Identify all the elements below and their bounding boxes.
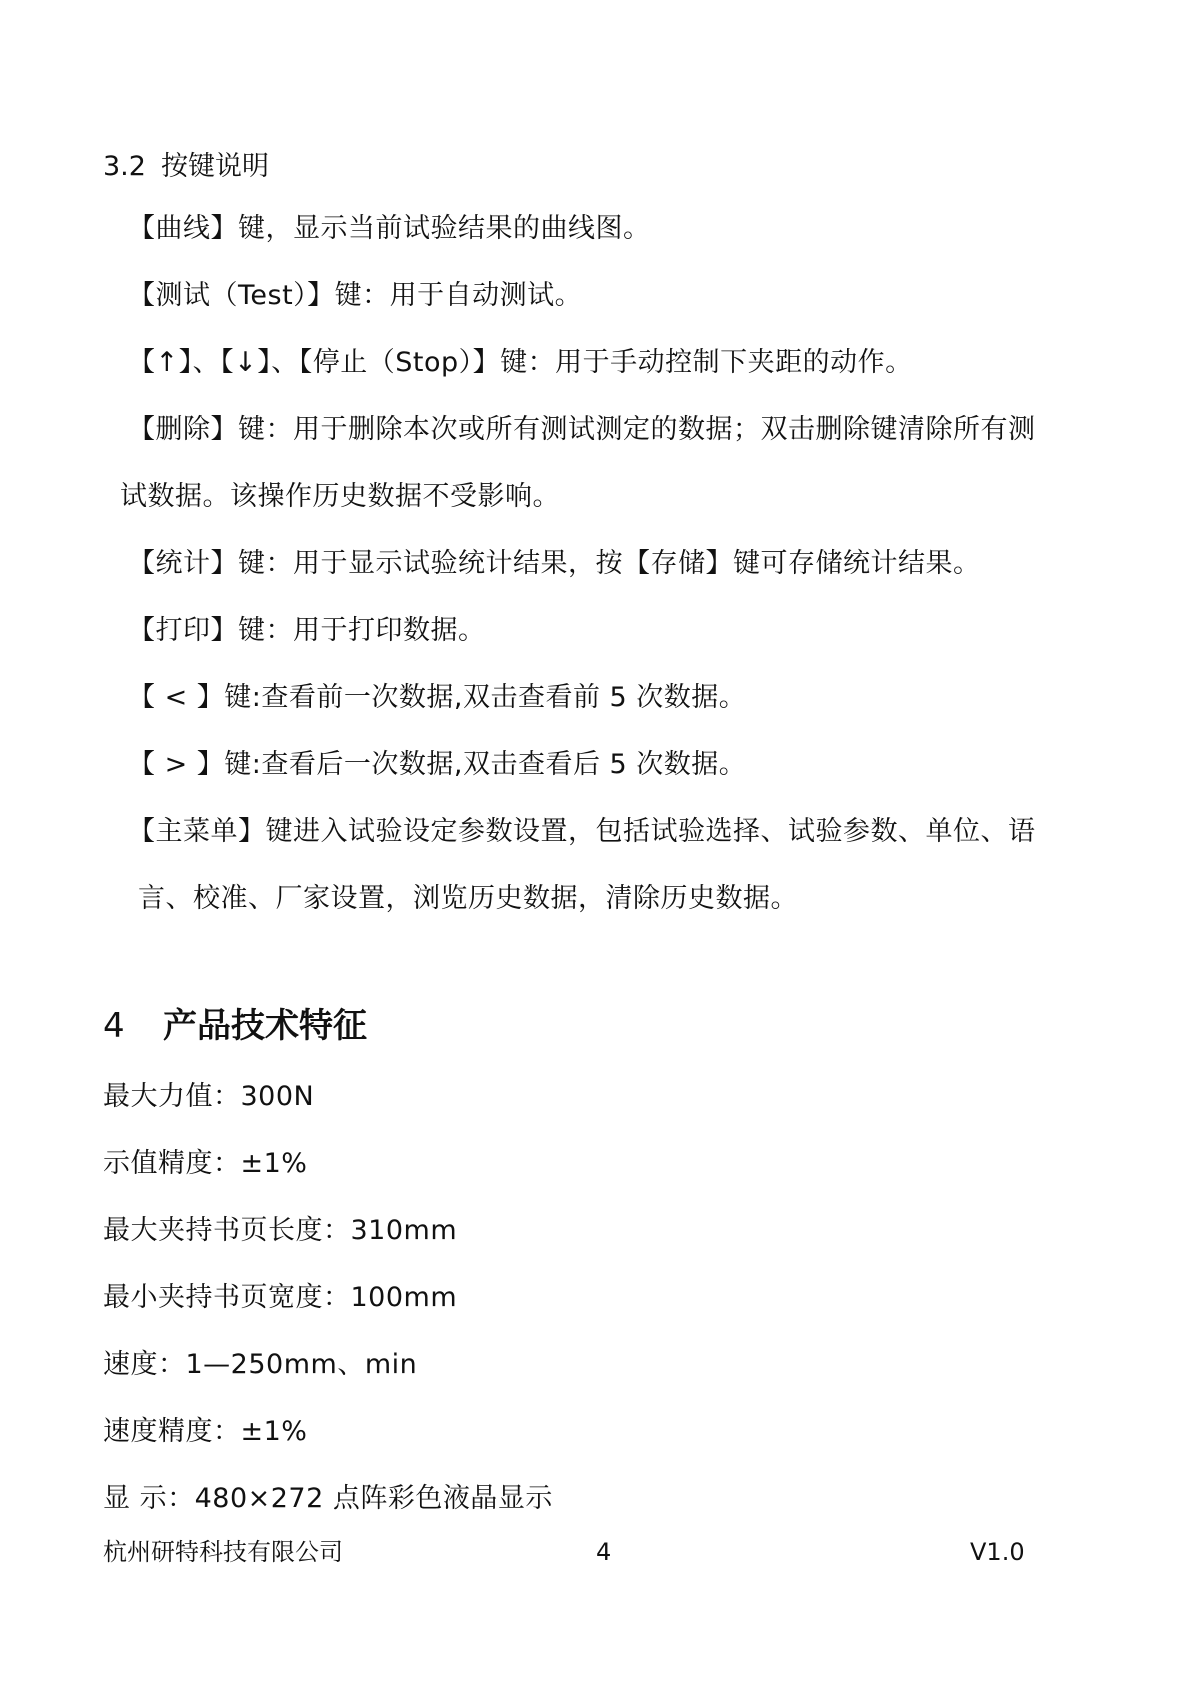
spec-speed: 速度：1—250mm、min [103,1349,418,1380]
spec-display: 显 示：480×272 点阵彩色液晶显示 [103,1483,553,1514]
key-arrows-stop-text: 【↑】、【↓】、【停止（Stop）】键：用于手动控制下夹距的动作。 [128,347,913,378]
key-print-text: 【打印】键：用于打印数据。 [128,615,486,646]
key-delete-text-continued: 试数据。该操作历史数据不受影响。 [120,481,560,512]
section-heading-4 [103,1005,367,1047]
section-title: 产品技术特征 [163,1006,367,1046]
spec-accuracy: 示值精度：±1% [103,1148,308,1179]
key-previous-text: 【 < 】键:查看前一次数据,双击查看前 5 次数据。 [128,682,747,713]
key-statistics-text: 【统计】键：用于显示试验统计结果，按【存储】键可存储统计结果。 [128,548,981,579]
spec-speed-accuracy: 速度精度：±1% [103,1416,308,1447]
key-next-text: 【 > 】键:查看后一次数据,双击查看后 5 次数据。 [128,749,747,780]
section-heading-3-2 [103,150,269,184]
key-test-text: 【测试（Test）】键：用于自动测试。 [128,280,583,311]
key-delete-text: 【删除】键：用于删除本次或所有测试测定的数据；双击删除键清除所有测 [128,414,1036,445]
section-number: 3.2 [103,151,146,182]
spec-max-force: 最大力值：300N [103,1081,315,1112]
section-title: 按键说明 [161,151,269,182]
key-curve-text: 【曲线】键，显示当前试验结果的曲线图。 [128,213,651,244]
spec-max-page-length: 最大夹持书页长度：310mm [103,1215,458,1246]
spec-min-page-width: 最小夹持书页宽度：100mm [103,1282,458,1313]
key-main-menu-text: 【主菜单】键进入试验设定参数设置，包括试验选择、试验参数、单位、语 [128,816,1036,847]
footer-version: V1.0 [970,1538,1025,1566]
section-number: 4 [103,1006,125,1046]
footer-company: 杭州研特科技有限公司 [103,1538,343,1566]
key-main-menu-text-continued: 言、校准、厂家设置，浏览历史数据，清除历史数据。 [138,883,798,914]
footer-page-number: 4 [596,1538,612,1566]
